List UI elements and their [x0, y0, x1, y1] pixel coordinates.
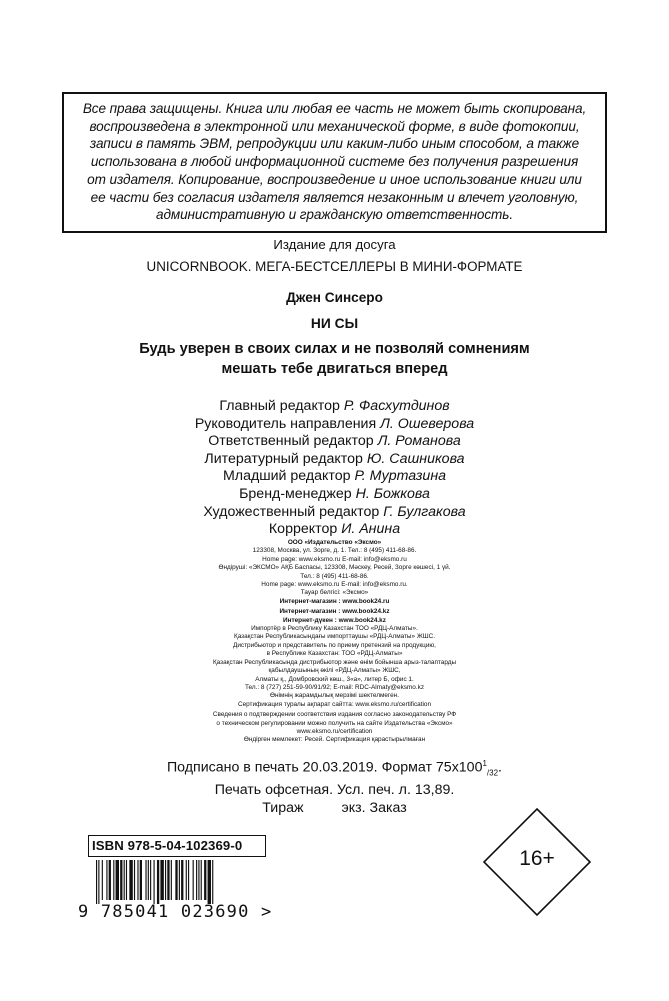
author-name: Джен Синсеро: [286, 290, 383, 305]
credit-role: Бренд-менеджер: [239, 485, 352, 502]
series-title: UNICORNBOOK. МЕГА-БЕСТСЕЛЛЕРЫ В МИНИ-ФОРМАТЕ: [146, 259, 523, 274]
barcode-bar: [204, 860, 206, 900]
barcode-bar: [198, 860, 199, 900]
print-run-label: Тираж: [262, 800, 304, 817]
format-end: .: [498, 759, 502, 776]
barcode-bar: [154, 860, 155, 904]
imprint-line: Сведения о подтверждении соответствия издания согласно законодательству РФ: [212, 711, 457, 719]
imprint-line: Home page: www.eksmo.ru E-mail: info@eksmo.ru.: [261, 581, 408, 589]
credits-list: [0, 398, 669, 539]
barcode-bar: [167, 860, 169, 900]
publisher-name: ООО «Издательство «Эксмо»: [287, 539, 382, 546]
imprint-line: Тел.: 8 (495) 411-68-86.: [300, 572, 369, 580]
imprint-line: Өндіруші: «ЭКСМО» АҚБ Баспасы, 123308, Мәскеу, Ресей, Зорге көшесі, 1 үй.: [218, 564, 451, 572]
barcode-digits: 9 785041 023690 >: [78, 902, 273, 922]
credit-role: Художественный редактор: [203, 503, 380, 520]
barcode-bar: [106, 860, 107, 900]
barcode-bar: [137, 860, 138, 900]
order-label: экз. Заказ: [341, 800, 407, 817]
print-signed-line: [0, 755, 669, 782]
credit-line: [0, 486, 669, 504]
barcode-bar: [134, 860, 135, 900]
imprint-line: Тауар белгісі: «Эксмо»: [300, 589, 369, 597]
credit-role: Руководитель направления: [194, 415, 377, 432]
print-method-line: Печать офсетная. Усл. печ. л. 13,89.: [214, 782, 455, 799]
copyright-notice: [62, 92, 607, 233]
barcode-bar: [165, 860, 166, 900]
notice-line: использована в любой информационной системе без получения разрешения: [90, 154, 579, 170]
barcode-bar: [148, 860, 149, 900]
barcode-bar: [116, 860, 119, 900]
barcode-bar: [201, 860, 202, 900]
isbn-label: ISBN 978-5-04-102369-0: [88, 835, 266, 857]
barcode-bar: [157, 860, 159, 904]
barcode-bar: [113, 860, 114, 900]
format-superscript: 1: [482, 759, 487, 768]
credit-person: Ю. Сашникова: [366, 450, 465, 467]
barcode-bar: [208, 860, 211, 904]
imprint-line: о техническом регулировании можно получить на сайте Издательства «Эксмо»: [216, 719, 453, 727]
barcode-bar: [181, 860, 183, 900]
credit-role: Корректор: [268, 521, 338, 538]
barcode-bar: [145, 860, 146, 900]
notice-line: воспроизведена в электронной или механической форме, в виде фотокопии,: [89, 118, 580, 134]
credit-person: Г. Булгакова: [383, 503, 466, 520]
format-subscript: /32: [486, 768, 499, 778]
imprint-line: Импортёр в Республику Казахстан ТОО «РДЦ-Алматы».: [251, 625, 418, 633]
barcode-bar: [126, 860, 127, 900]
imprint-line: www.eksmo.ru/certification: [296, 727, 373, 735]
barcode-bar: [109, 860, 111, 900]
credit-person: Л. Романова: [377, 433, 461, 450]
notice-line: административную и гражданскую ответственность.: [155, 207, 514, 223]
notice-line: записи в память ЭВМ, репродукции или каким-либо иным способом, а также: [89, 136, 580, 152]
barcode-bar: [160, 860, 163, 900]
barcode-bar: [140, 860, 142, 900]
barcode-bar: [193, 860, 194, 900]
barcode-bar: [171, 860, 172, 900]
imprint-line: Интернет-дүкен : www.book24.kz: [283, 616, 386, 624]
credit-line: [0, 521, 669, 539]
imprint-line: Алматы қ., Домбровский көш., 3«а», литер Б, офис 1.: [255, 675, 414, 683]
barcode-bar: [120, 860, 122, 900]
credit-role: Младший редактор: [222, 468, 351, 485]
barcode-bar: [129, 860, 132, 900]
print-signed-text: Подписано в печать 20.03.2019. Формат 75x100: [166, 759, 483, 776]
credit-role: Литературный редактор: [204, 450, 363, 467]
barcode-bar: [124, 860, 125, 900]
imprint-line: в Республике Казахстан: ТОО «РДЦ-Алматы»: [266, 650, 403, 658]
barcode-bar: [102, 860, 103, 900]
notice-line: ее части без согласия издателя является незаконным и влечет уголовную,: [90, 189, 579, 205]
credit-role: Ответственный редактор: [208, 433, 374, 450]
imprint-line: Сертификация туралы ақпарат сайтта: www.eksmo.ru/certification: [237, 700, 432, 708]
age-rating-label: 16+: [519, 847, 555, 870]
barcode-graphic: [96, 860, 268, 904]
book-subtitle: [0, 340, 669, 379]
credit-line: [0, 468, 669, 486]
barcode-bar: [150, 860, 151, 900]
subtitle-line: мешать тебе двигаться вперед: [221, 360, 448, 377]
imprint-line: Өнімнің жарамдылық мерзімі шектелмеген.: [270, 692, 399, 700]
barcode-bar: [179, 860, 180, 900]
credit-line: [0, 451, 669, 469]
subtitle-line: Будь уверен в своих силах и не позволяй сомнениям: [139, 341, 530, 357]
imprint-line: Тел.: 8 (727) 251-59-90/91/92; E-mail: RDC-Almaty@eksmo.kz: [244, 683, 425, 691]
credit-person: Н. Божкова: [355, 485, 430, 502]
credit-role: Главный редактор: [219, 398, 340, 414]
credit-line: [0, 416, 669, 434]
notice-line: Все права защищены. Книга или любая ее часть не может быть скопирована,: [82, 101, 587, 116]
barcode-bar: [175, 860, 177, 900]
credit-line: [0, 398, 669, 416]
barcode-bar: [98, 860, 99, 904]
imprint-line: 123308, Москва, ул. Зорге, д. 1. Тел.: 8 (495) 411-68-86.: [252, 547, 417, 555]
edition-note: Издание для досуга: [273, 237, 396, 252]
imprint-line: Интернет-магазин : www.book24.kz: [279, 608, 390, 616]
imprint-line: Өндірген мемлекет: Ресей. Сертификация қарастырылмаған: [243, 736, 426, 744]
notice-line: от издателя. Копирование, воспроизведение и иное использование книги или: [87, 171, 582, 187]
book-title: НИ СЫ: [310, 316, 359, 331]
barcode-bar: [188, 860, 189, 900]
publisher-imprint: [0, 539, 669, 745]
credit-person: Р. Муртазина: [354, 468, 447, 485]
barcode-bar: [96, 860, 97, 904]
credit-line: [0, 433, 669, 451]
imprint-line: Қазақстан Республикасындағы импорттаушы «РДЦ-Алматы» ЖШС.: [233, 633, 436, 641]
imprint-line: Home page: www.eksmo.ru E-mail: info@eksmo.ru: [262, 555, 407, 563]
imprint-line: Дистрибьютор и представитель по приему претензий на продукцию,: [233, 641, 436, 649]
credit-person: Р. Фасхутдинов: [343, 398, 450, 414]
imprint-line: Қазақстан Республикасында дистрибьютор және өнім бойынша арыз-талаптарды: [212, 658, 457, 666]
barcode-bar: [196, 860, 197, 900]
imprint-line: Интернет-магазин : www.book24.ru: [279, 597, 390, 605]
barcode-bar: [212, 860, 213, 904]
credit-person: Л. Ошеверова: [380, 415, 475, 432]
credit-line: [0, 504, 669, 522]
imprint-line: қабылдаушының өкілі «РДЦ-Алматы» ЖШС,: [268, 667, 401, 675]
credit-person: И. Анина: [341, 521, 401, 538]
barcode-bar: [186, 860, 187, 900]
